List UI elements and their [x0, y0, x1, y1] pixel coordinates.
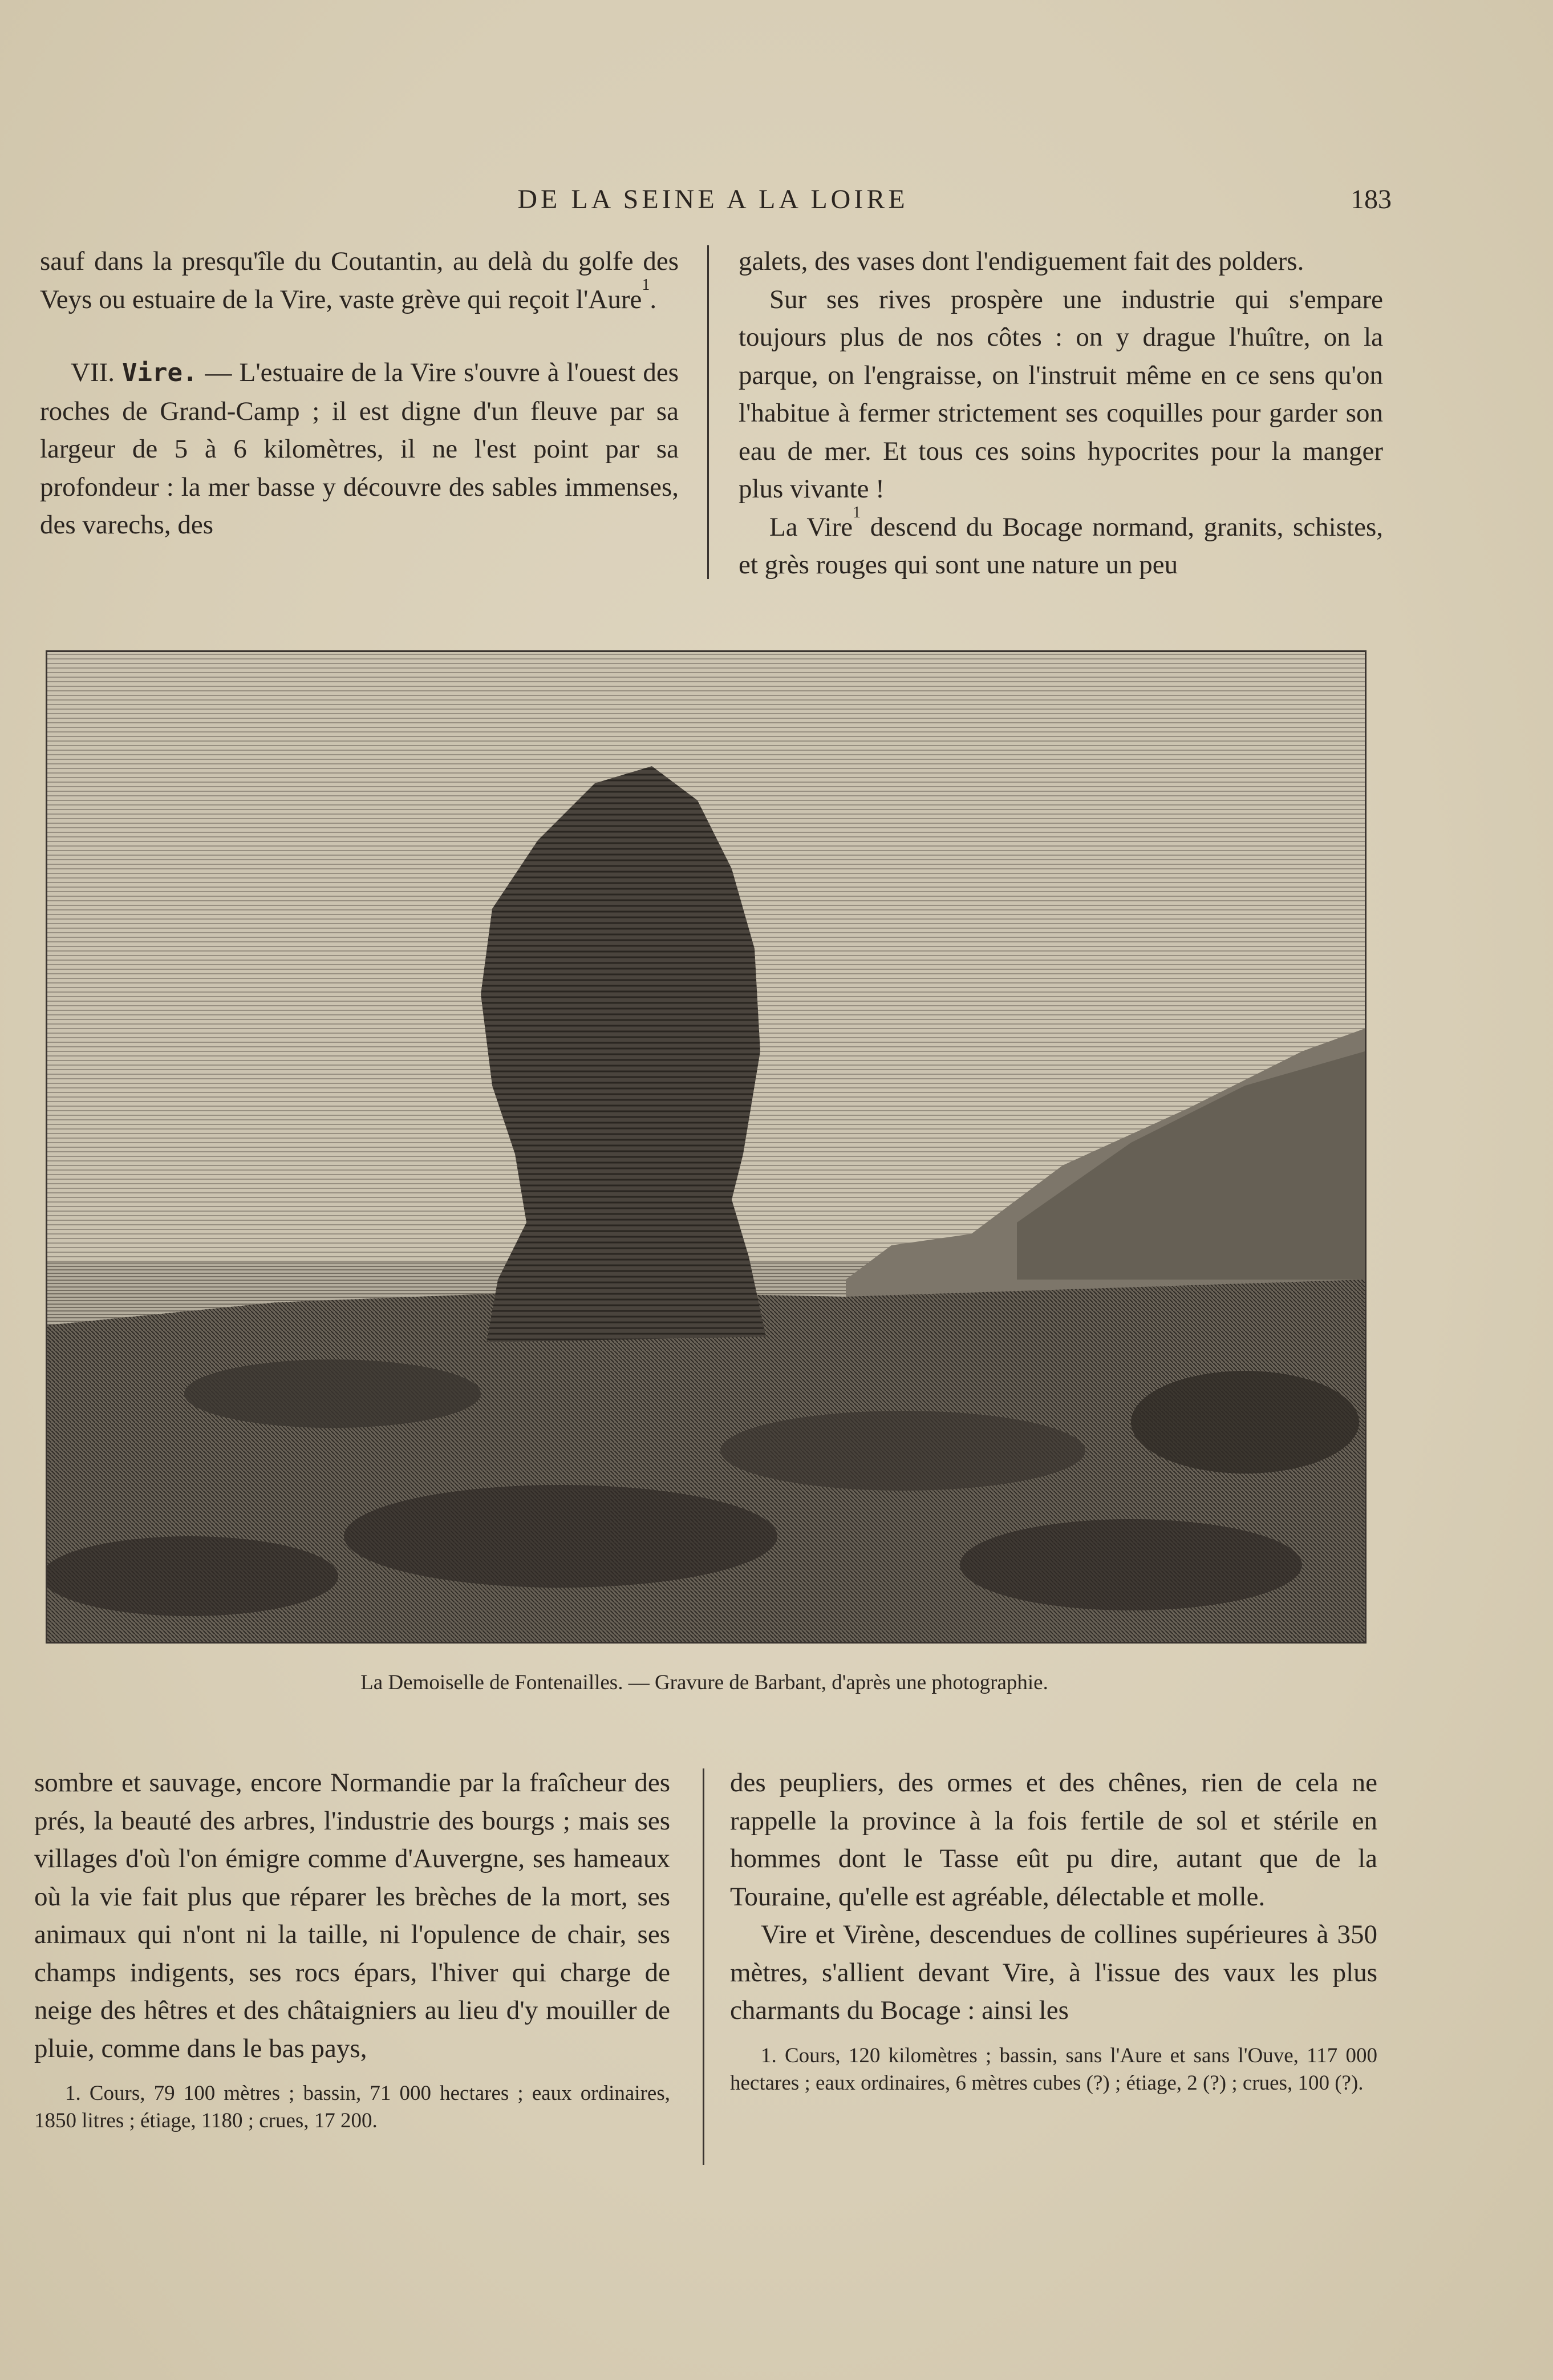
section-paragraph [40, 354, 679, 544]
engraving-illustration [46, 650, 1367, 1644]
bottom-left-column [34, 1764, 670, 2135]
paragraph-text: . [650, 284, 657, 314]
boulder [720, 1411, 1085, 1491]
section-title: Vire. [122, 358, 198, 387]
paragraph-text: descend du Bocage normand, granits, schistes, et grès rouges qui sont une nature un peu [739, 512, 1383, 580]
paragraph: galets, des vases dont l'endiguement fait des polders. [739, 246, 1304, 276]
paragraph: Vire et Virène, descendues de collines supérieures à 350 mètres, s'allient devant Vire, à l'issue des vaux les plus charmants du Bocage : ainsi les [730, 1920, 1377, 2025]
paragraph: Sur ses rives prospère une industrie qui s'empare toujours plus de nos côtes : on y drague l'huître, on la parque, on l'engraisse, on l'instruit même en ce sens qu'on l'habitue à fermer strictement ses coquilles pour garder son eau de mer. Et tous ces soins hypocrites pour la manger plus vivante ! [739, 284, 1383, 504]
top-right-column [739, 242, 1383, 584]
figure-caption: La Demoiselle de Fontenailles. — Gravure de Barbant, d'après une photographie. [360, 1671, 1048, 1694]
paragraph: des peupliers, des ormes et des chênes, rien de cela ne rappelle la province à la fois fertile de sol et stérile en hommes dont le Tasse eût pu dire, autant que de la Touraine, qu'elle est agréable, délectable et molle. [730, 1768, 1377, 1912]
engraving-image [47, 652, 1365, 1642]
spacer [40, 318, 679, 354]
page-number: 183 [1351, 184, 1392, 214]
running-title: DE LA SEINE A LA LOIRE [517, 184, 909, 214]
footnote-marker: 1 [642, 276, 650, 294]
boulder [184, 1359, 481, 1428]
page-header [34, 184, 1392, 218]
paragraph [40, 242, 679, 318]
paragraph-text: — L'estuaire de la Vire s'ouvre à l'ouest des roches de Grand-Camp ; il est digne d'un fleuve par sa largeur de 5 à 6 kilomètres, il ne l'est point par sa profondeur : la mer basse y découvre des sables immenses, des varechs, des [40, 358, 679, 540]
boulder [1131, 1371, 1359, 1474]
paragraph: sombre et sauvage, encore Normandie par la fraîcheur des prés, la beauté des arbres, l'industrie des bourgs ; mais ses villages d'où l'on émigre comme d'Auvergne, ses hameaux où la vie fait plus que réparer les brèches de la mort, ses animaux qui n'ont ni la taille, ni l'opulence de chair, ses champs indigents, ses rocs épars, l'hiver qui charge de neige des hêtres et des châtaigniers au lieu d'y mouiller de pluie, comme dans le bas pays, [34, 1768, 670, 2063]
footnote: 1. Cours, 120 kilomètres ; bassin, sans l'Aure et sans l'Ouve, 117 000 hectares ; eaux ordinaires, 6 mètres cubes (?) ; étiage, 2 (?) ; crues, 100 (?). [730, 2043, 1377, 2095]
footnote: 1. Cours, 79 100 mètres ; bassin, 71 000 hectares ; eaux ordinaires, 1850 litres ; étiage, 1180 ; crues, 17 200. [34, 2082, 670, 2132]
column-rule [707, 245, 709, 579]
boulder [960, 1519, 1302, 1610]
top-left-column [40, 242, 679, 544]
paragraph [739, 503, 1383, 584]
section-number: VII. [71, 358, 115, 387]
footnote-marker: 1 [853, 503, 861, 521]
boulder [47, 1536, 338, 1616]
column-rule [703, 1768, 704, 2165]
paragraph-text: sauf dans la presqu'île du Coutantin, au delà du golfe des Veys ou estuaire de la Vire, vaste grève qui reçoit l'Aure [40, 246, 679, 314]
bottom-right-column [730, 1764, 1377, 2097]
paragraph-text: La Vire [769, 512, 853, 542]
boulder [344, 1485, 777, 1588]
